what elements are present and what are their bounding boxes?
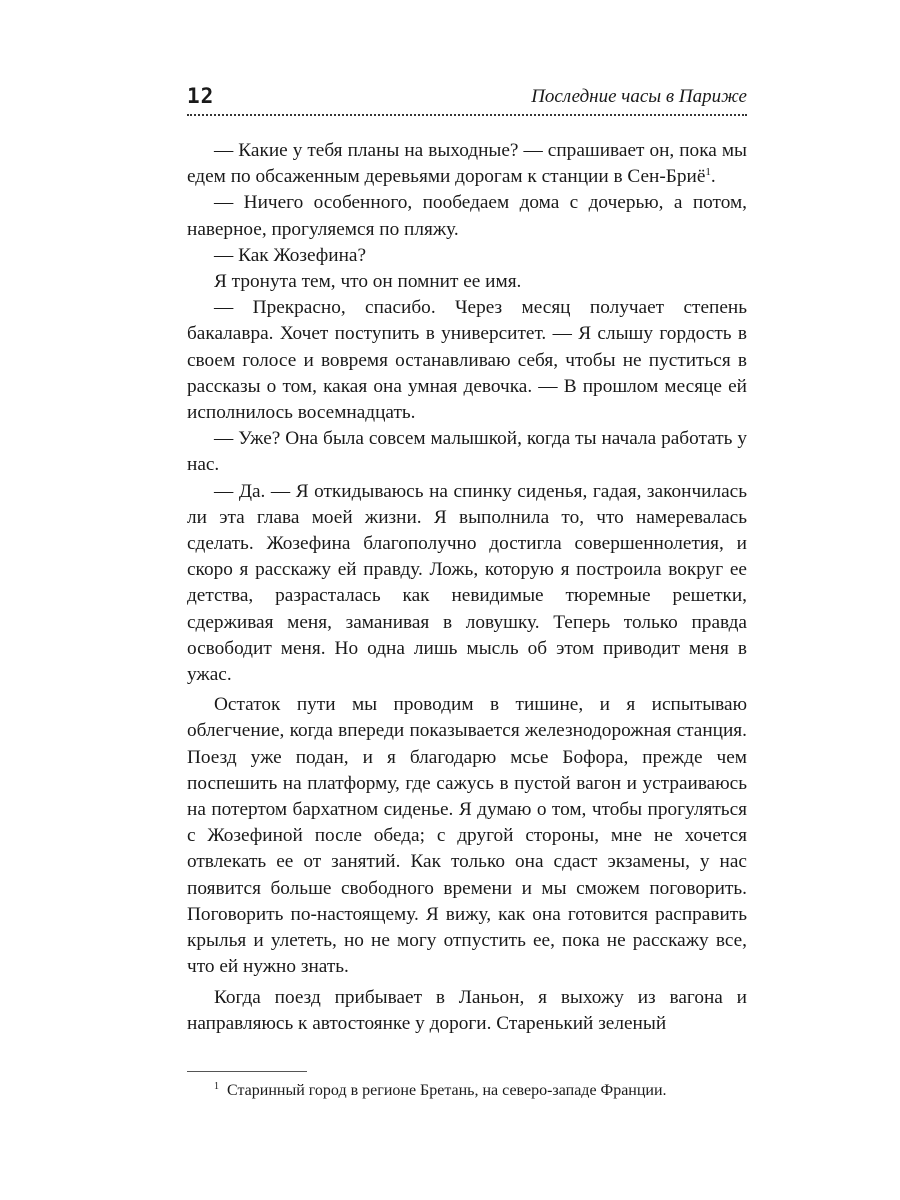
paragraph-text: — Какие у тебя планы на выходные? — спрашивает он, пока мы едем по обсаженным деревьями дорогам к станции в Сен-Бриё [187,140,747,188]
paragraph: Когда поезд прибывает в Ланьон, я выхожу из вагона и направляюсь к автостоянке у дороги. Старенький зеленый [187,986,747,1034]
paragraph-tail: . [710,166,716,188]
footnote [214,1080,754,1102]
paragraph: — Прекрасно, спасибо. Через месяц получает степень бакалавра. Хочет поступить в университет. — Я слышу гордость в своем голосе и вовремя останавливаю себя, чтобы не пуститься в рассказы о том, какая она умная девочка. — В прошлом месяце ей исполнилось восемнадцать. [187,297,747,424]
paragraph: — Уже? Она была совсем малышкой, когда ты начала работать у нас. [187,428,747,476]
paragraph: — Да. — Я откидываюсь на спинку сиденья, гадая, закончилась ли эта глава моей жизни. Я выполнила то, что намеревалась сделать. Жозефина благополучно достигла совершеннолетия, и скоро я расскажу ей правду. Ложь, которую я построила вокруг ее детства, разрасталась как невидимые тюремные решетки, сдерживая меня, заманивая в ловушку. Теперь только правда освободит меня. Но одна лишь мысль об этом приводит меня в ужас. [187,480,747,686]
page-number: 12 [187,84,215,108]
paragraph [187,138,747,190]
paragraph: Остаток пути мы проводим в тишине, и я испытываю облегчение, когда впереди показывается железнодорожная станция. Поезд уже подан, и я благодарю мсье Бофора, прежде чем поспешить на платформу, где сажусь в пустой вагон и устраиваюсь на потертом бархатном сиденье. Я думаю о том, чтобы прогуляться с Жозефиной после обеда; с другой стороны, мне не хочется отвлекать ее от занятий. Как только она сдаст экзамены, у нас появится больше свободного времени и мы сможем поговорить. Поговорить по-настоящему. Я вижу, как она готовится расправить крылья и улететь, но не могу отпустить ее, пока не расскажу все, что ей нужно знать. [187,694,747,978]
body-text [187,138,747,1037]
footnote-reference: 1 [705,166,711,179]
paragraph: — Как Жозефина? [214,244,367,266]
footnote-divider [187,1071,307,1072]
running-head [187,84,747,110]
header-divider [187,114,747,116]
paragraph: — Ничего особенного, пообедаем дома с дочерью, а потом, наверное, прогуляемся по пляжу. [187,192,747,240]
book-title: Последние часы в Париже [531,86,747,107]
footnote-marker: 1 [214,1081,219,1092]
paragraph: Я тронута тем, что он помнит ее имя. [214,271,522,293]
footnote-text: Старинный город в регионе Бретань, на северо-западе Франции. [227,1082,667,1099]
